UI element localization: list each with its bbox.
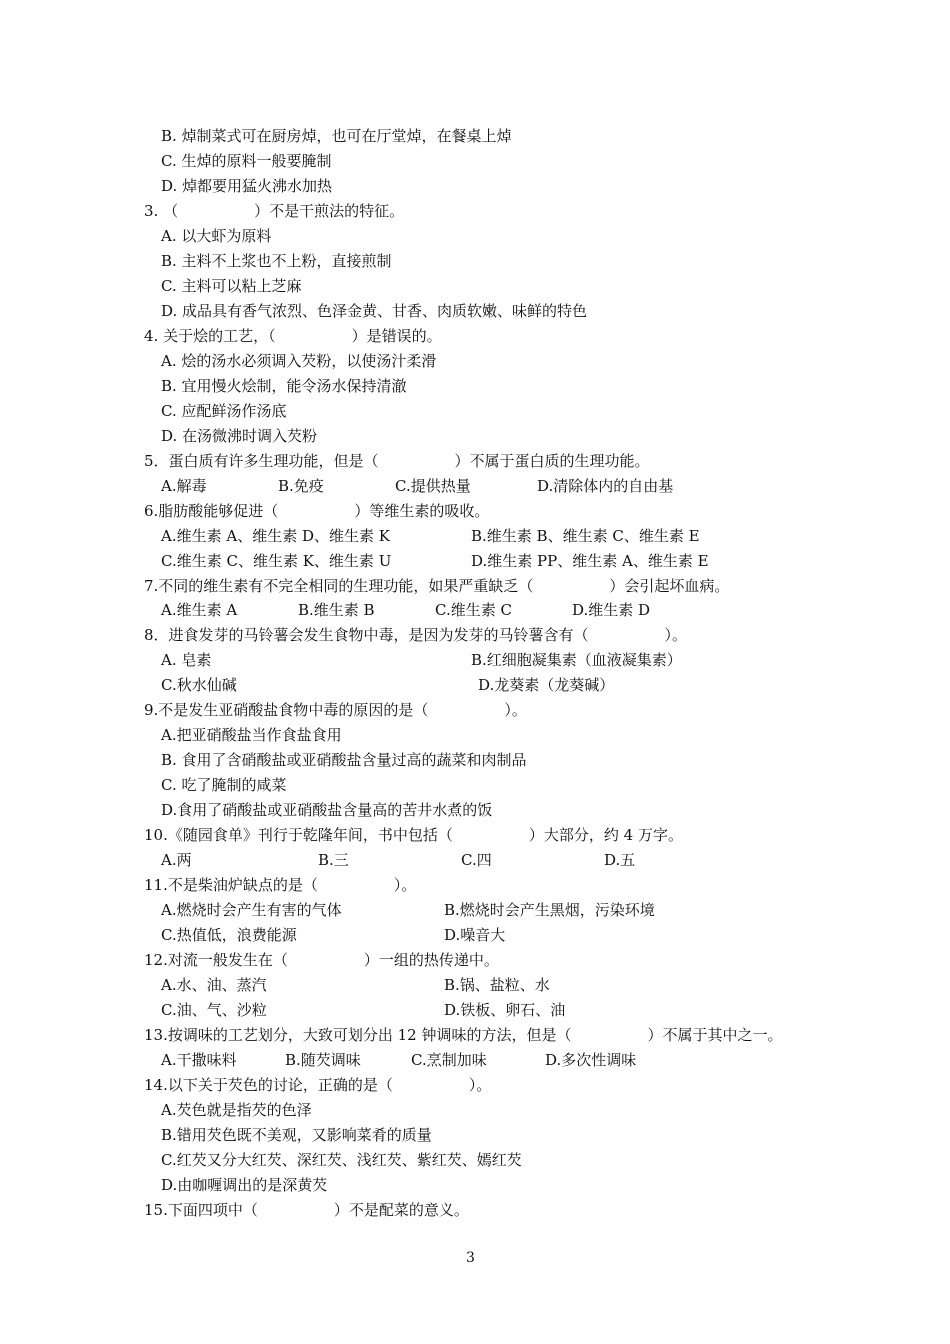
text-line: D.噪音大 [444, 926, 506, 944]
text-line: A. 烩的汤水必须调入芡粉，以使汤汁柔滑 [161, 352, 437, 370]
text-line: B.三 [318, 851, 349, 869]
text-line: 8．进食发芽的马铃薯会发生食物中毒，是因为发芽的马铃薯含有（ ）。 [144, 626, 688, 644]
text-line: D.清除体内的自由基 [537, 477, 674, 495]
text-line: B.锅、盐粒、水 [444, 976, 550, 994]
text-line: C.油、气、沙粒 [161, 1001, 267, 1019]
text-line: 11.不是柴油炉缺点的是（ ）。 [144, 876, 417, 894]
text-line: 10.《随园食单》刊行于乾隆年间，书中包括（ ）大部分，约 4 万字。 [144, 826, 683, 844]
text-line: A.把亚硝酸盐当作食盐食用 [161, 726, 342, 744]
text-line: D.食用了硝酸盐或亚硝酸盐含量高的苦井水煮的饭 [161, 801, 493, 819]
text-line: D.由咖喱调出的是深黄芡 [161, 1176, 328, 1194]
text-line: B.随芡调味 [285, 1051, 361, 1069]
text-line: 13.按调味的工艺划分，大致可划分出 12 钟调味的方法，但是（ ）不属于其中之一。 [144, 1026, 783, 1044]
text-line: A.燃烧时会产生有害的气体 [161, 901, 342, 919]
text-line: 3. （ ）不是干煎法的特征。 [144, 202, 405, 220]
text-line: B.维生素 B、维生素 C、维生素 E [471, 527, 700, 545]
text-line: 15.下面四项中（ ）不是配菜的意义。 [144, 1201, 469, 1219]
text-line: A.解毒 [161, 477, 207, 495]
text-line: B. 食用了含硝酸盐或亚硝酸盐含量过高的蔬菜和肉制品 [161, 751, 527, 769]
text-line: B.错用芡色既不美观，又影响菜肴的质量 [161, 1126, 432, 1144]
text-line: D.多次性调味 [545, 1051, 637, 1069]
text-line: B. 主料不上浆也不上粉，直接煎制 [161, 252, 392, 270]
text-line: 4. 关于烩的工艺，（ ）是错误的。 [144, 327, 442, 345]
text-line: A. 以大虾为原料 [161, 227, 272, 245]
text-line: D.维生素 D [572, 601, 651, 619]
text-line: C.热值低，浪费能源 [161, 926, 297, 944]
text-line: 6.脂肪酸能够促进（ ）等维生素的吸收。 [144, 502, 490, 520]
text-line: D. 在汤微沸时调入芡粉 [161, 427, 318, 445]
text-line: A.芡色就是指芡的色泽 [161, 1101, 312, 1119]
text-line: C.红芡又分大红芡、深红芡、浅红芡、紫红芡、嫣红芡 [161, 1151, 522, 1169]
text-line: A.维生素 A、维生素 D、维生素 K [161, 527, 390, 545]
text-line: 12.对流一般发生在（ ）一组的热传递中。 [144, 951, 499, 969]
text-line: C. 吃了腌制的咸菜 [161, 776, 287, 794]
text-line: C. 应配鲜汤作汤底 [161, 402, 287, 420]
text-line: C.烹制加味 [411, 1051, 487, 1069]
text-line: C.四 [461, 851, 492, 869]
text-line: C. 生焯的原料一般要腌制 [161, 152, 332, 170]
text-line: A. 皂素 [161, 651, 212, 669]
text-line: B.燃烧时会产生黑烟，污染环境 [444, 901, 655, 919]
text-line: B.维生素 B [298, 601, 375, 619]
text-line: B. 宜用慢火烩制，能令汤水保持清澈 [161, 377, 407, 395]
text-line: 14.以下关于芡色的讨论，正确的是（ ）。 [144, 1076, 492, 1094]
text-line: 5．蛋白质有许多生理功能，但是（ ）不属于蛋白质的生理功能。 [144, 452, 650, 470]
text-line: D.铁板、卵石、油 [444, 1001, 566, 1019]
text-line: C.维生素 C、维生素 K、维生素 U [161, 552, 392, 570]
text-line: 9.不是发生亚硝酸盐食物中毒的原因的是（ ）。 [144, 701, 527, 719]
text-line: 7.不同的维生素有不完全相同的生理功能，如果严重缺乏（ ）会引起坏血病。 [144, 577, 730, 595]
page-number: 3 [466, 1250, 475, 1266]
text-line: D.龙葵素（龙葵碱） [478, 676, 615, 694]
text-line: B. 焯制菜式可在厨房焯，也可在厅堂焯，在餐桌上焯 [161, 127, 512, 145]
text-line: A.维生素 A [161, 601, 238, 619]
text-line: C. 主料可以粘上芝麻 [161, 277, 302, 295]
text-line: C.秋水仙碱 [161, 676, 237, 694]
text-line: A.干撒味料 [161, 1051, 237, 1069]
text-line: A.两 [161, 851, 192, 869]
text-line: B.红细胞凝集素（血液凝集素） [471, 651, 682, 669]
text-line: D.维生素 PP、维生素 A、维生素 E [471, 552, 709, 570]
text-line: B.免疫 [278, 477, 324, 495]
text-line: D. 成品具有香气浓烈、色泽金黄、甘香、肉质软嫩、味鲜的特色 [161, 302, 588, 320]
text-line: D. 焯都要用猛火沸水加热 [161, 177, 333, 195]
text-line: C.提供热量 [395, 477, 471, 495]
text-line: A.水、油、蒸汽 [161, 976, 267, 994]
text-line: D.五 [604, 851, 636, 869]
text-line: C.维生素 C [435, 601, 512, 619]
